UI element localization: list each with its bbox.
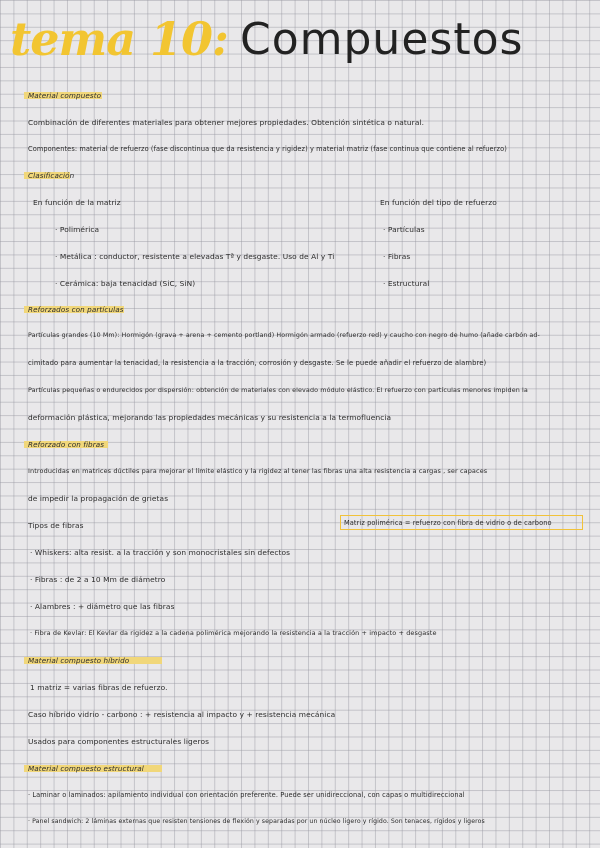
text-line: Caso híbrido vidrio - carbono : + resistencia al impacto y + resistencia mecánica — [28, 710, 336, 719]
note-box-text: Matriz polimérica = refuerzo con fibra de vidrio o de carbono — [344, 518, 552, 527]
tipos-de-fibras-title: Tipos de fibras — [28, 521, 84, 530]
list-item: · Fibra de Kevlar: El Kevlar da rigidez a la cadena polimérica mejorando la resistencia a la tracción + impacto + desgaste — [30, 629, 437, 637]
heading-fibras: Reforzado con fibras — [28, 440, 105, 449]
text-line: Componentes: material de refuerzo (fase discontinua que da resistencia y rigidez) y material matriz (fase continua que contiene al refuerzo) — [28, 145, 507, 153]
list-item: · Fibras — [383, 252, 411, 261]
text-line: 1 matriz = varias fibras de refuerzo. — [30, 683, 168, 692]
list-item: · Metálica : conductor, resistente a elevadas Tª y desgaste. Uso de Al y Ti — [55, 252, 335, 261]
clasificacion-left-title: En función de la matriz — [33, 198, 121, 207]
title-compuestos: Compuestos — [240, 14, 524, 65]
text-line: Partículas pequeñas o endurecidos por dispersión: obtención de materiales con elevado módulo elástico. El refuerzo con partículas menores impiden la — [28, 386, 528, 394]
text-line: Usados para componentes estructurales ligeros — [28, 737, 210, 746]
text-line: Combinación de diferentes materiales para obtener mejores propiedades. Obtención sintética o natural. — [28, 118, 425, 127]
list-item: · Estructural — [383, 279, 430, 288]
heading-particulas: Reforzados con partículas — [28, 305, 124, 314]
list-item: · Partículas — [383, 225, 425, 234]
text-line: de impedir la propagación de grietas — [28, 494, 169, 503]
list-item: · Fibras : de 2 a 10 Mm de diámetro — [30, 575, 166, 584]
heading-material-compuesto: Material compuesto — [28, 91, 102, 100]
clasificacion-right-title: En función del tipo de refuerzo — [380, 198, 497, 207]
list-item: · Cerámica: baja tenacidad (SiC, SiN) — [55, 279, 196, 288]
text-line: · Laminar o laminados: apilamiento individual con orientación preferente. Puede ser unidireccional, con capas o multidireccional — [28, 791, 465, 799]
text-line: deformación plástica, mejorando las propiedades mecánicas y su resistencia a la termofluencia — [28, 413, 392, 422]
heading-clasificacion: Clasificación — [28, 171, 75, 180]
list-item: · Polimérica — [55, 225, 100, 234]
text-line: · Panel sandwich: 2 láminas externas que resisten tensiones de flexión y separadas por un núcleo ligero y rígido. Son tenaces, rígidos y ligeros — [28, 818, 485, 825]
list-item: · Whiskers: alta resist. a la tracción y son monocristales sin defectos — [30, 548, 291, 557]
text-line: cimitado para aumentar la tenacidad, la resistencia a la tracción, corrosión y desgaste. Se le puede añadir el refuerzo de alambre) — [28, 359, 487, 367]
heading-estructural: Material compuesto estructural — [28, 764, 144, 773]
heading-hibrido: Material compuesto híbrido — [28, 656, 130, 665]
text-line: Partículas grandes (10 Mm): Hormigón (grava + arena + cemento portland) Hormigón armado (refuerzo red) y caucho con negro de humo (añade carbón ad- — [28, 332, 540, 339]
title-tema: tema 10: — [10, 12, 229, 66]
list-item: · Alambres : + diámetro que las fibras — [30, 602, 175, 611]
note-box — [340, 515, 583, 530]
text-line: Introducidas en matrices dúctiles para mejorar el límite elástico y la rigidez al tener las fibras una alta resistencia a cargas , ser capaces — [28, 467, 488, 475]
